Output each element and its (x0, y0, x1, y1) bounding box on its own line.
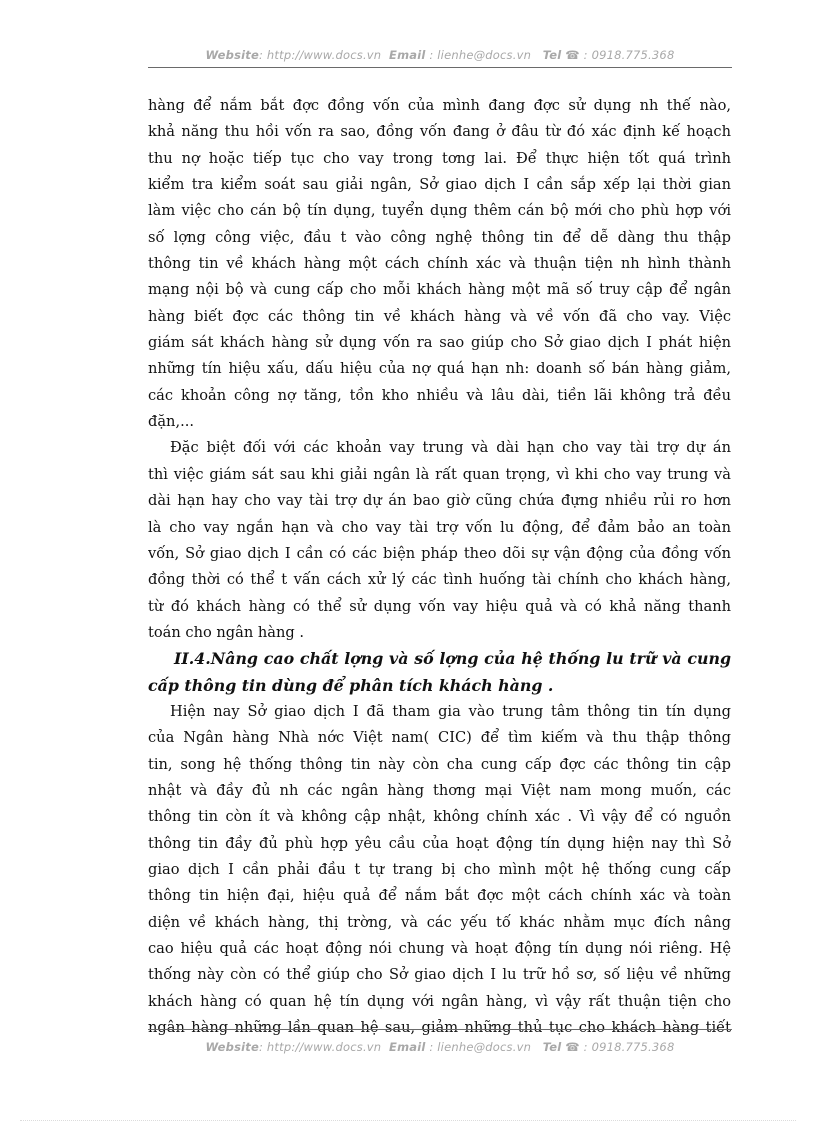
body-line: thống này còn có thể giúp cho Sở giao dịch I lu trữ hồ sơ, số liệu về những (148, 966, 731, 984)
footer-divider (148, 1029, 732, 1030)
header-email-address[interactable]: : lienhe@docs.vn (425, 48, 532, 62)
footer-tel-label: Tel (542, 1040, 562, 1054)
body-line: mạng nội bộ và cung cấp cho mỗi khách hàng một mã số truy cập để ngân (148, 281, 731, 299)
body-line: dài hạn hay cho vay tài trợ dự án bao giờ cũng chứa đựng nhiều rủi ro hơn (148, 492, 731, 510)
body-line: hàng biết đợc các thông tin về khách hàng và về vốn đã cho vay. Việc (148, 307, 731, 325)
body-line: Hiện nay Sở giao dịch I đã tham gia vào trung tâm thông tin tín dụng (170, 702, 731, 720)
header-website-url[interactable]: : http://www.docs.vn (259, 48, 382, 62)
footer-email-address[interactable]: : lienhe@docs.vn (425, 1040, 532, 1054)
body-line: giám sát khách hàng sử dụng vốn ra sao giúp cho Sở giao dịch I phát hiện (148, 334, 731, 352)
body-line: thì việc giám sát sau khi giải ngân là rất quan trọng, vì khi cho vay trung và (148, 465, 731, 483)
body-line: Đặc biệt đối với các khoản vay trung và dài hạn cho vay tài trợ dự án (170, 439, 731, 457)
body-line: khách hàng có quan hệ tín dụng với ngân hàng, vì vậy rất thuận tiện cho (148, 992, 731, 1010)
body-line: làm việc cho cán bộ tín dụng, tuyển dụng thêm cán bộ mới cho phù hợp với (148, 202, 731, 220)
header-tel-label: Tel (542, 48, 562, 62)
body-line: là cho vay ngắn hạn và cho vay tài trợ vốn lu động, để đảm bảo an toàn (148, 518, 731, 536)
body-line: thông tin còn ít và không cập nhật, không chính xác . Vì vậy để có nguồn (148, 808, 731, 826)
body-line: tin, song hệ thống thông tin này còn cha cung cấp đợc các thông tin cập (148, 755, 731, 773)
body-line: toán cho ngân hàng . (148, 623, 304, 641)
body-line: khả năng thu hồi vốn ra sao, đồng vốn đang ở đâu từ đó xác định kế hoạch (148, 123, 731, 141)
body-line: đồng thời có thể t vấn cách xử lý các tình huống tài chính cho khách hàng, (148, 571, 731, 589)
body-line: thông tin đầy đủ phù hợp yêu cầu của hoạt động tín dụng hiện nay thì Sở (148, 834, 731, 852)
body-line: nhật và đầy đủ nh các ngân hàng thơng mại Việt nam mong muốn, các (148, 781, 731, 799)
header-website-label: Website (205, 48, 259, 62)
body-line: diện về khách hàng, thị trờng, và các yếu tố khác nhằm mục đích nâng (148, 913, 731, 931)
body-line: các khoản công nợ tăng, tồn kho nhiều và lâu dài, tiền lãi không trả đều (148, 386, 731, 404)
footer-website-label: Website (205, 1040, 259, 1054)
phone-icon: ☎ (565, 1040, 580, 1054)
page-edge-dotted-line (20, 1120, 796, 1121)
body-line: kiểm tra kiểm soát sau giải ngân, Sở giao dịch I cần sắp xếp lại thời gian (148, 176, 731, 194)
header-email-label: Email (389, 48, 426, 62)
body-line: giao dịch I cần phải đầu t tự trang bị cho mình một hệ thống cung cấp (148, 860, 731, 878)
body-line: từ đó khách hàng có thể sử dụng vốn vay hiệu quả và có khả năng thanh (148, 597, 731, 615)
body-line: những tín hiệu xấu, dấu hiệu của nợ quá hạn nh: doanh số bán hàng giảm, (148, 360, 731, 378)
page-footer (150, 1040, 730, 1054)
body-line: đặn,... (148, 413, 194, 431)
section-heading: II.4.Nâng cao chất lợng và số lợng của hệ thống lu trữ và cung (174, 649, 731, 669)
body-line: thông tin về khách hàng một cách chính xác và thuận tiện nh hình thành (148, 255, 731, 273)
body-line: hàng để nắm bắt đợc đồng vốn của mình đang đợc sử dụng nh thế nào, (148, 97, 731, 114)
body-line: số lợng công việc, đầu t vào công nghệ thông tin để dễ dàng thu thập (148, 228, 731, 246)
phone-icon: ☎ (565, 48, 580, 62)
body-line: của Ngân hàng Nhà nớc Việt nam( CIC) để tìm kiếm và thu thập thông (148, 729, 731, 747)
body-line: thu nợ hoặc tiếp tục cho vay trong tơng lai. Để thực hiện tốt quá trình (148, 149, 731, 167)
body-line: vốn, Sở giao dịch I cần có các biện pháp theo dõi sự vận động của đồng vốn (148, 544, 731, 562)
footer-website-url[interactable]: : http://www.docs.vn (259, 1040, 382, 1054)
header-tel-number: : 0918.775.368 (583, 48, 675, 62)
header-divider (148, 67, 732, 68)
page-header (150, 48, 730, 62)
body-line: cao hiệu quả các hoạt động nói chung và hoạt động tín dụng nói riêng. Hệ (148, 940, 731, 957)
body-line: thông tin hiện đại, hiệu quả để nắm bắt đợc một cách chính xác và toàn (148, 887, 731, 905)
footer-email-label: Email (389, 1040, 426, 1054)
footer-tel-number: : 0918.775.368 (583, 1040, 675, 1054)
section-heading: cấp thông tin dùng để phân tích khách hàng . (148, 675, 554, 695)
document-body (148, 93, 731, 1041)
body-line: ngân hàng những lần quan hệ sau, giảm những thủ tục cho khách hàng tiết (148, 1019, 731, 1037)
